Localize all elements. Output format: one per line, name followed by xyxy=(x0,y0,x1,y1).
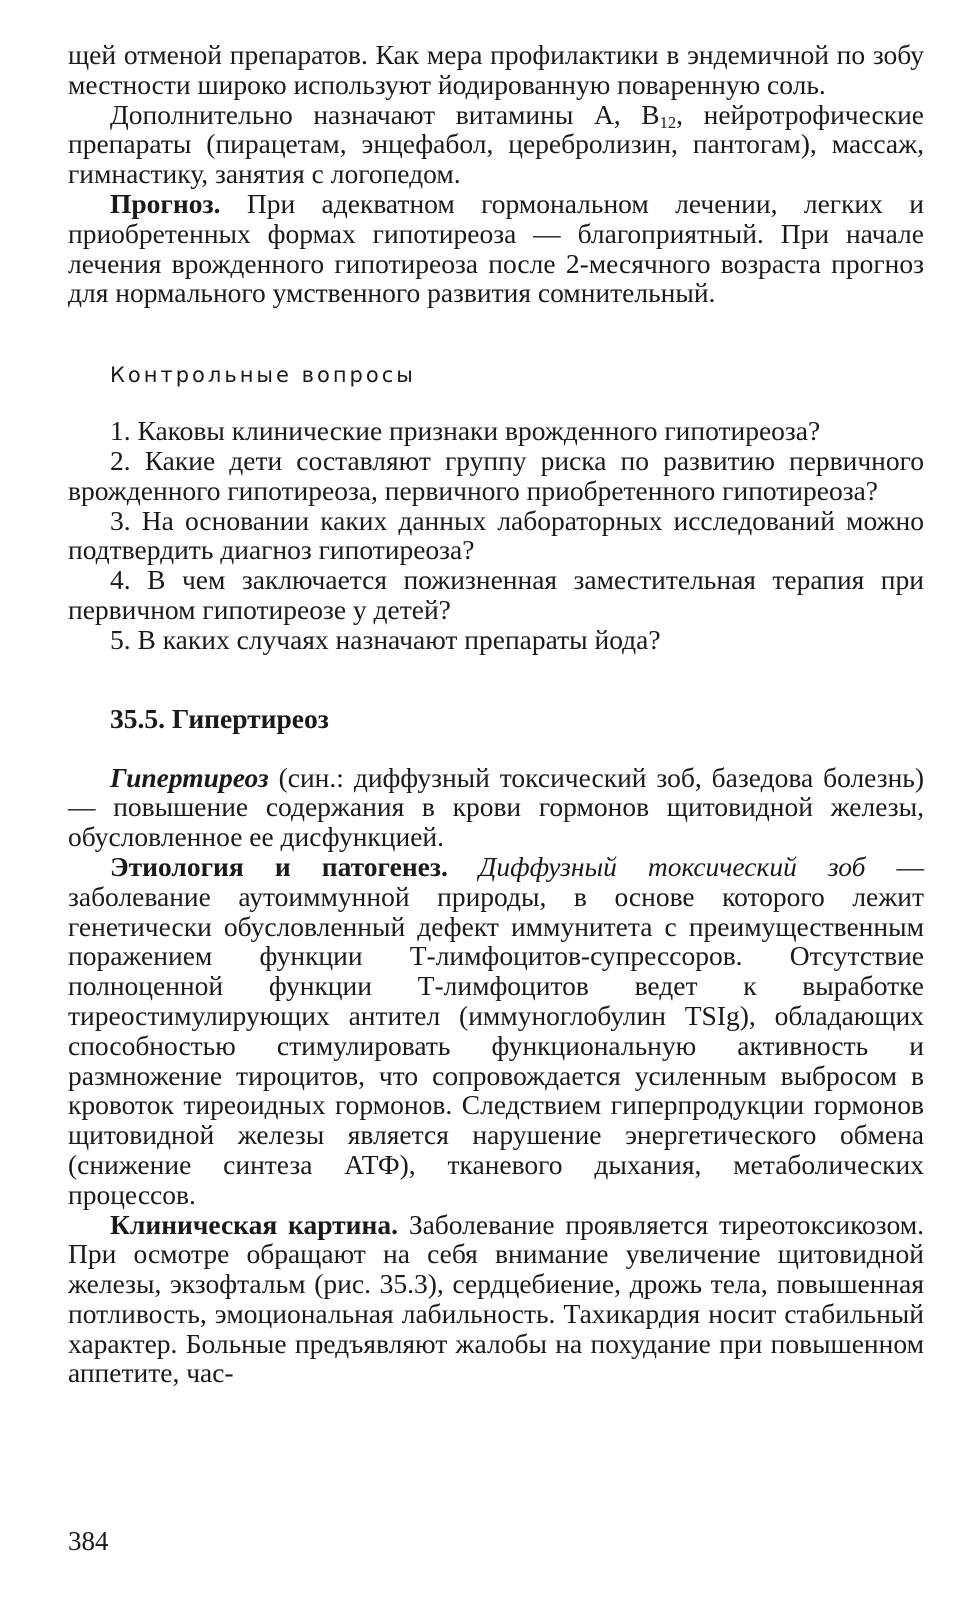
definition-term: Гипертиреоз xyxy=(110,761,269,793)
vitamins-paragraph xyxy=(68,100,924,189)
etiology-paragraph xyxy=(68,852,924,1210)
page-number: 384 xyxy=(68,1526,109,1556)
questions-list xyxy=(68,416,924,654)
vitamin-subscript: 12 xyxy=(659,112,677,132)
definition-paragraph xyxy=(68,763,924,852)
etiology-italic-term: Диффузный токсический зоб xyxy=(447,850,866,882)
question-item: 1. Каковы клинические признаки врожденного гипотиреоза? xyxy=(110,415,821,447)
etiology-text: — заболевание аутоиммунной природы, в основе которого лежит генетически обусловленный дефект иммунитета с преимущественным поражением функции Т-лимфоцитов-супрессоров. Отсутствие полноценной функции Т-лимфоцитов ведет к выработке тиреостимулирующих антител (иммуноглобулин TSIg), обладающих способностью стимулировать функциональную активность и размножение тироцитов, что сопровождается усиленным выбросом в кровоток тиреоидных гормонов. Следствием гиперпродукции гормонов щитовидной железы является нарушение энергетического обмена (снижение синтеза АТФ), тканевого дыхания, метаболических процессов. xyxy=(68,850,925,1210)
vitamins-text-after: , нейротрофические препараты (пирацетам, энцефабол, церебролизин, пантогам), массаж, гимнастику, занятия с логопедом. xyxy=(68,98,924,190)
top-paragraph: щей отменой препаратов. Как мера профилактики в эндемичной по зобу местности широко используют йодированную поваренную соль. xyxy=(68,39,924,100)
question-item: 5. В каких случаях назначают препараты йода? xyxy=(110,623,661,655)
clinical-paragraph xyxy=(68,1210,924,1389)
control-questions-heading: Контрольные вопросы xyxy=(110,363,416,388)
definition-text: (син.: диффузный токсический зоб, базедова болезнь) — повышение содержания в крови гормонов щитовидной железы, обусловленное ее дисфункцией. xyxy=(68,761,924,853)
clinical-text: Заболевание проявляется тиреотоксикозом. При осмотре обращают на себя внимание увеличение щитовидной железы, экзофтальм (рис. 35.3), сердцебиение, дрожь тела, повышенная потливость, эмоциональная лабильность. Тахикардия носит стабильный характер. Больные предъявляют жалобы на похудание при повышенном аппетите, час- xyxy=(68,1208,924,1389)
vitamins-text-before: Дополнительно назначают витамины А, В xyxy=(110,98,660,130)
prognosis-paragraph xyxy=(68,189,924,308)
prognosis-text: При адекватном гормональном лечении, легких и приобретенных формах гипотиреоза — благоприятный. При начале лечения врожденного гипотиреоза после 2-месячного возраста прогноз для нормального умственного развития сомнительный. xyxy=(68,187,924,309)
prognosis-label: Прогноз. xyxy=(110,187,221,219)
section-heading: 35.5. Гипертиреоз xyxy=(110,702,329,734)
question-item: 2. Какие дети составляют группу риска по развитию первичного врожденного гипотиреоза, первичного приобретенного гипотиреоза? xyxy=(68,444,924,506)
etiology-label: Этиология и патогенез. xyxy=(110,850,448,882)
page-body xyxy=(68,40,924,1388)
question-item: 3. На основании каких данных лабораторных исследований можно подтвердить диагноз гипотиреоза? xyxy=(68,504,924,566)
clinical-label: Клиническая картина. xyxy=(110,1208,398,1240)
question-item: 4. В чем заключается пожизненная заместительная терапия при первичном гипотиреозе у детей? xyxy=(68,564,924,625)
